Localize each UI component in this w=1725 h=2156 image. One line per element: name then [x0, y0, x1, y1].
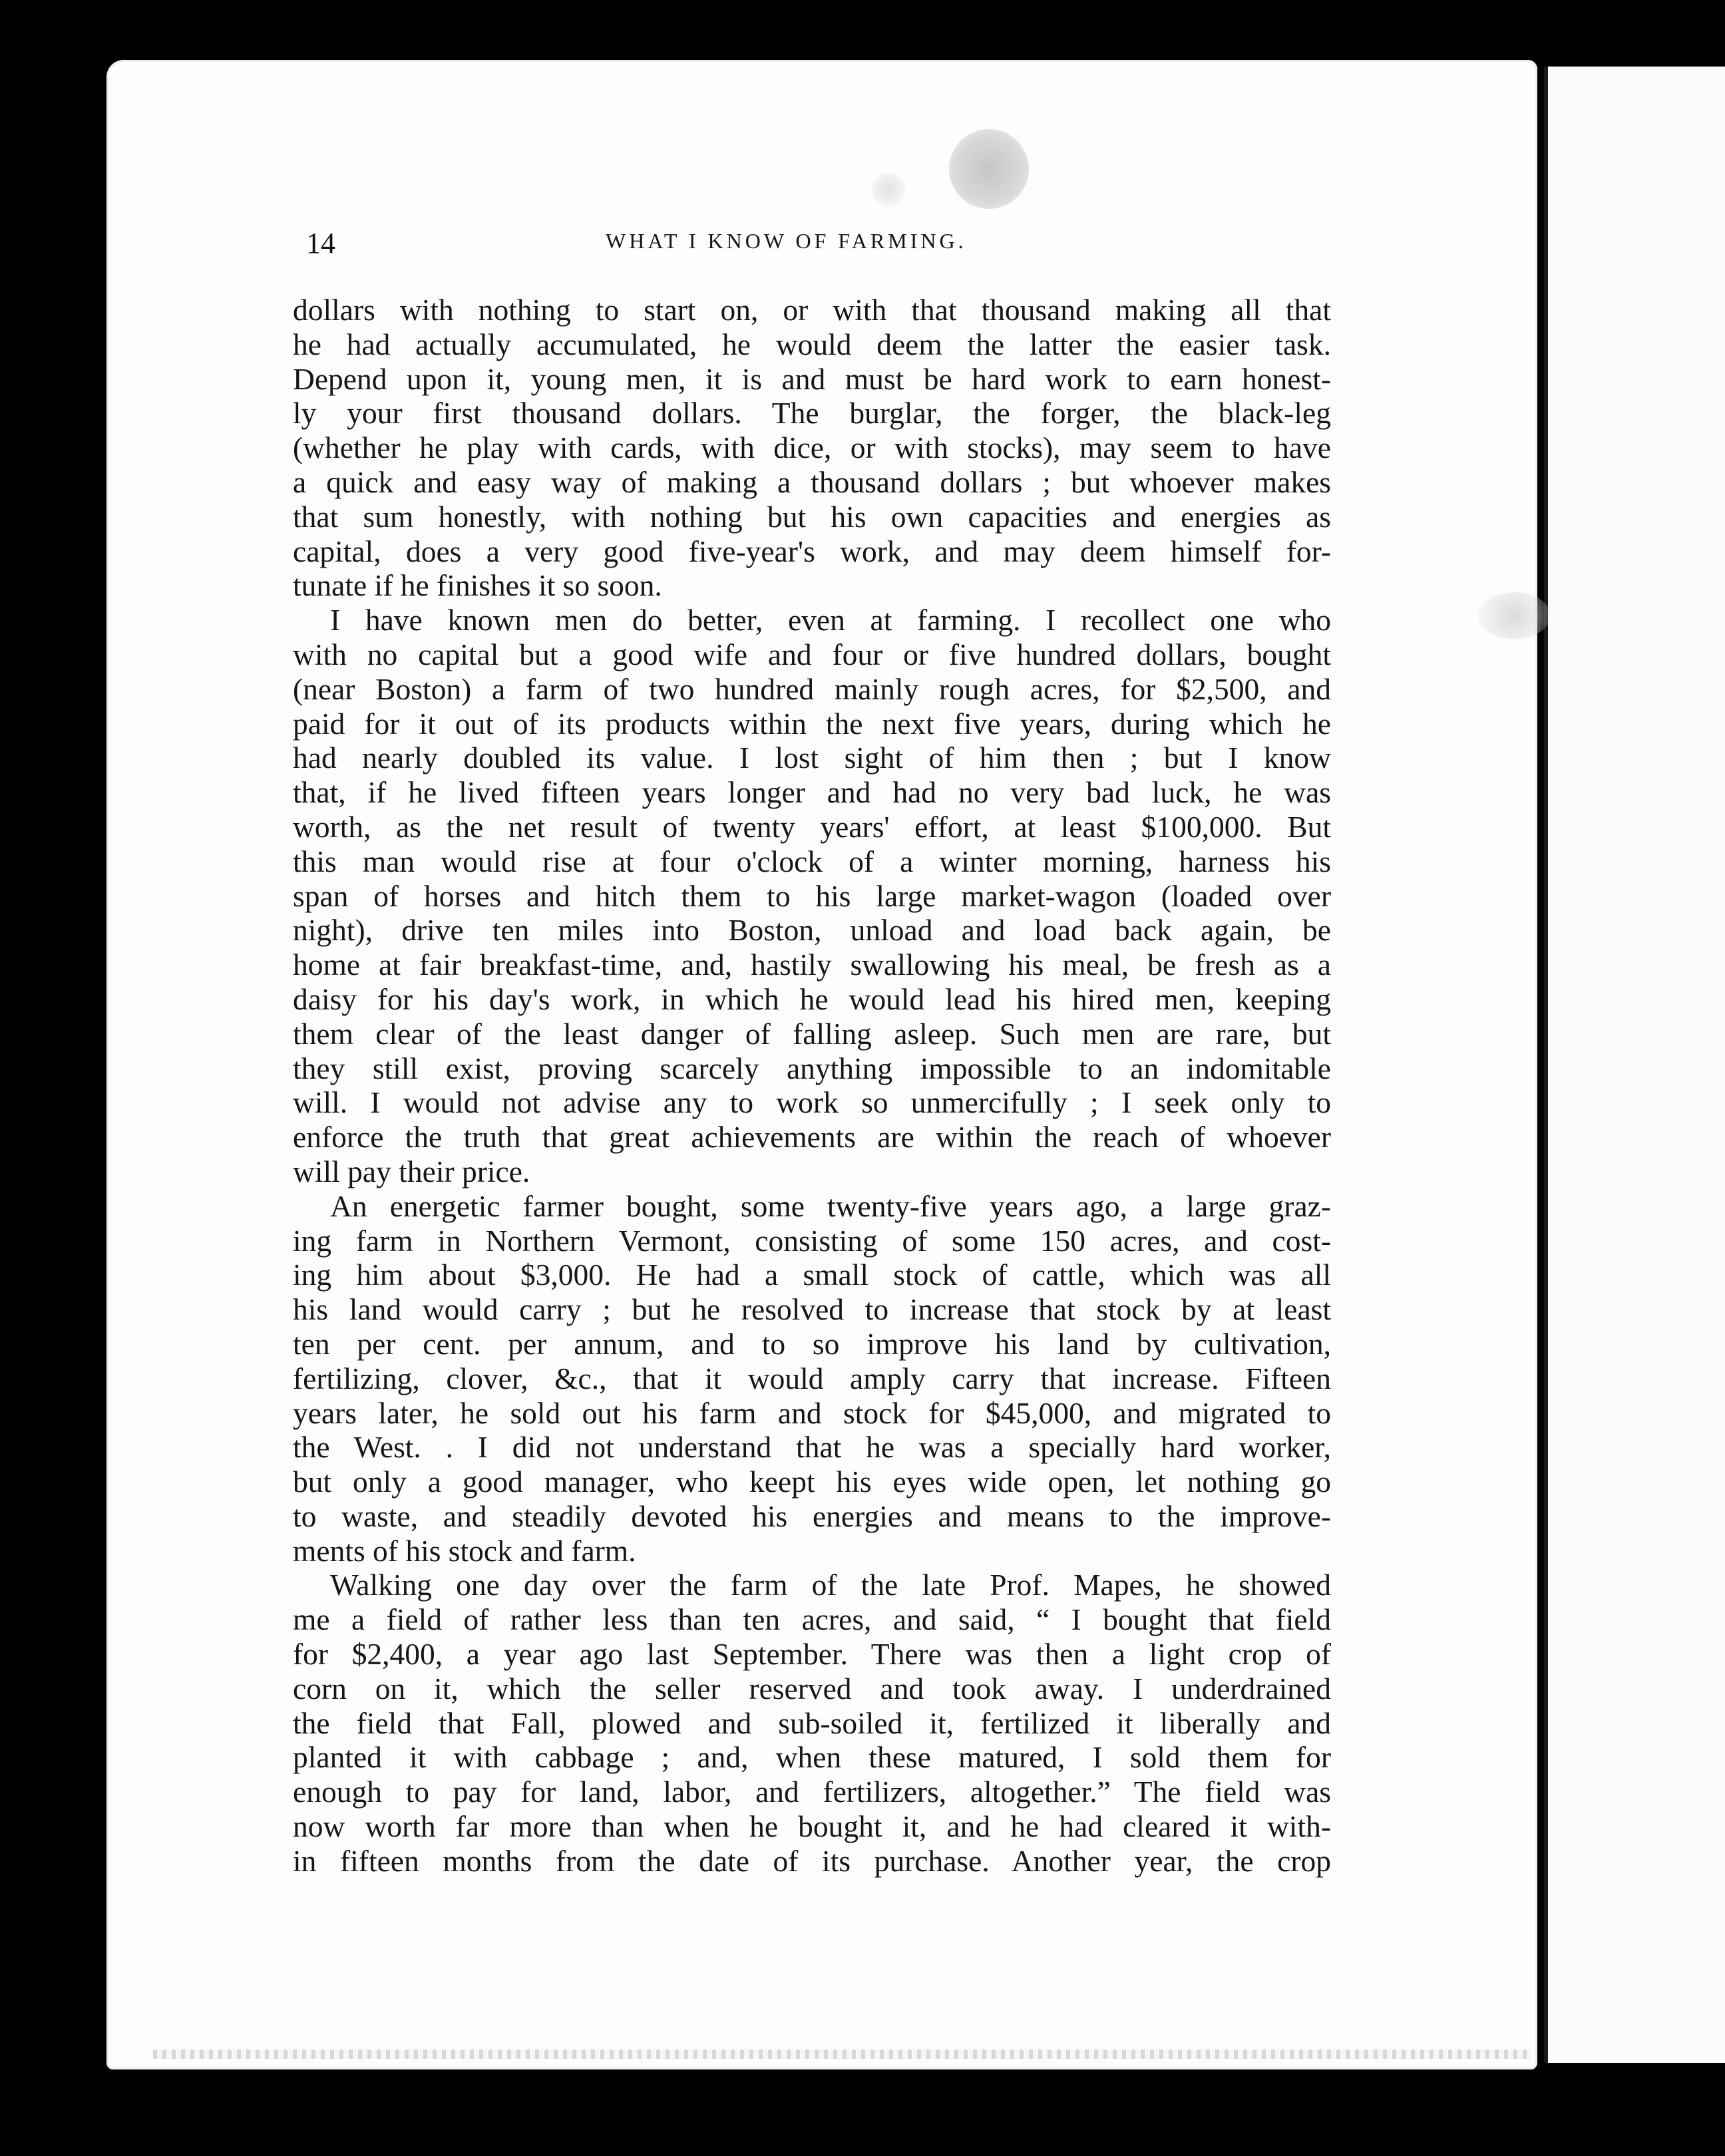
ink-smudge [949, 129, 1029, 209]
text-line: this man would rise at four o'clock of a winter morning, harness his [293, 844, 1331, 878]
text-line: corn on it, which the seller reserved and took away. I underdrained [293, 1671, 1331, 1706]
text-line: the field that Fall, plowed and sub-soiled it, fertilized it liberally and [293, 1706, 1331, 1740]
text-line: fertilizing, clover, &c., that it would amply carry that increase. Fifteen [293, 1361, 1331, 1395]
text-line: now worth far more than when he bought it, and he had cleared it with- [293, 1809, 1331, 1844]
text-line: enough to pay for land, labor, and fertilizers, altogether.” The field was [293, 1775, 1331, 1809]
running-head [306, 226, 1398, 258]
text-line: An energetic farmer bought, some twenty-five years ago, a large graz- [330, 1188, 1331, 1223]
body-text [293, 293, 1331, 1879]
text-line: Depend upon it, young men, it is and must be hard work to earn honest- [293, 361, 1331, 396]
text-line: a quick and easy way of making a thousand dollars ; but whoever makes [293, 464, 1331, 499]
text-line: capital, does a very good five-year's work, and may deem himself for- [293, 534, 1331, 568]
text-line: that, if he lived fifteen years longer and had no very bad luck, he was [293, 775, 1331, 810]
text-line: daisy for his day's work, in which he would lead his hired men, keeping [293, 982, 1331, 1016]
text-line: will. I would not advise any to work so unmercifully ; I seek only to [293, 1085, 1331, 1120]
page-bottom-edge [153, 2050, 1531, 2059]
paper-stain [1477, 592, 1551, 639]
paper-stain [872, 173, 905, 206]
page-number: 14 [306, 227, 335, 260]
text-line: ing farm in Northern Vermont, consisting of some 150 acres, and cost- [293, 1223, 1331, 1258]
text-line: his land would carry ; but he resolved to increase that stock by at least [293, 1292, 1331, 1327]
text-line: paid for it out of its products within the next five years, during which he [293, 706, 1331, 741]
text-line: but only a good manager, who keept his eyes wide open, let nothing go [293, 1465, 1331, 1499]
text-line: will pay their price. [293, 1154, 530, 1188]
text-line: they still exist, proving scarcely anything impossible to an indomitable [293, 1051, 1331, 1085]
text-line: me a field of rather less than ten acres, and said, “ I bought that field [293, 1602, 1331, 1637]
text-line: enforce the truth that great achievements are within the reach of whoever [293, 1120, 1331, 1155]
text-line: Walking one day over the farm of the late Prof. Mapes, he showed [330, 1568, 1331, 1602]
text-line: the West. . I did not understand that he was a specially hard worker, [293, 1430, 1331, 1465]
text-line: to waste, and steadily devoted his energies and means to the improve- [293, 1499, 1331, 1533]
text-line: for $2,400, a year ago last September. There was then a light crop of [293, 1637, 1331, 1672]
text-line: that sum honestly, with nothing but his own capacities and energies as [293, 499, 1331, 534]
text-line: had nearly doubled its value. I lost sight of him then ; but I know [293, 741, 1331, 775]
text-line: with no capital but a good wife and four or five hundred dollars, bought [293, 637, 1331, 671]
text-line: night), drive ten miles into Boston, unload and load back again, be [293, 913, 1331, 948]
running-title: WHAT I KNOW OF FARMING. [606, 229, 967, 253]
text-line: ments of his stock and farm. [293, 1533, 636, 1568]
text-line: he had actually accumulated, he would deem the latter the easier task. [293, 327, 1331, 361]
text-line: in fifteen months from the date of its purchase. Another year, the crop [293, 1843, 1331, 1878]
text-line: ly your first thousand dollars. The burglar, the forger, the black-leg [293, 396, 1331, 431]
text-line: tunate if he finishes it so soon. [293, 568, 662, 603]
text-line: span of horses and hitch them to his large market-wagon (loaded over [293, 878, 1331, 913]
text-line: home at fair breakfast-time, and, hastily swallowing his meal, be fresh as a [293, 948, 1331, 982]
facing-page-edge [1544, 67, 1725, 2063]
text-line: years later, he sold out his farm and stock for $45,000, and migrated to [293, 1395, 1331, 1430]
text-line: ing him about $3,000. He had a small stock of cattle, which was all [293, 1258, 1331, 1292]
text-line: worth, as the net result of twenty years' effort, at least $100,000. But [293, 809, 1331, 844]
text-line: dollars with nothing to start on, or with that thousand making all that [293, 293, 1331, 327]
text-line: (near Boston) a farm of two hundred mainly rough acres, for $2,500, and [293, 671, 1331, 706]
text-line: ten per cent. per annum, and to so improve his land by cultivation, [293, 1326, 1331, 1361]
text-line: them clear of the least danger of falling asleep. Such men are rare, but [293, 1016, 1331, 1051]
text-line: planted it with cabbage ; and, when these matured, I sold them for [293, 1740, 1331, 1775]
text-line: I have known men do better, even at farming. I recollect one who [330, 603, 1331, 637]
text-line: (whether he play with cards, with dice, or with stocks), may seem to have [293, 431, 1331, 465]
